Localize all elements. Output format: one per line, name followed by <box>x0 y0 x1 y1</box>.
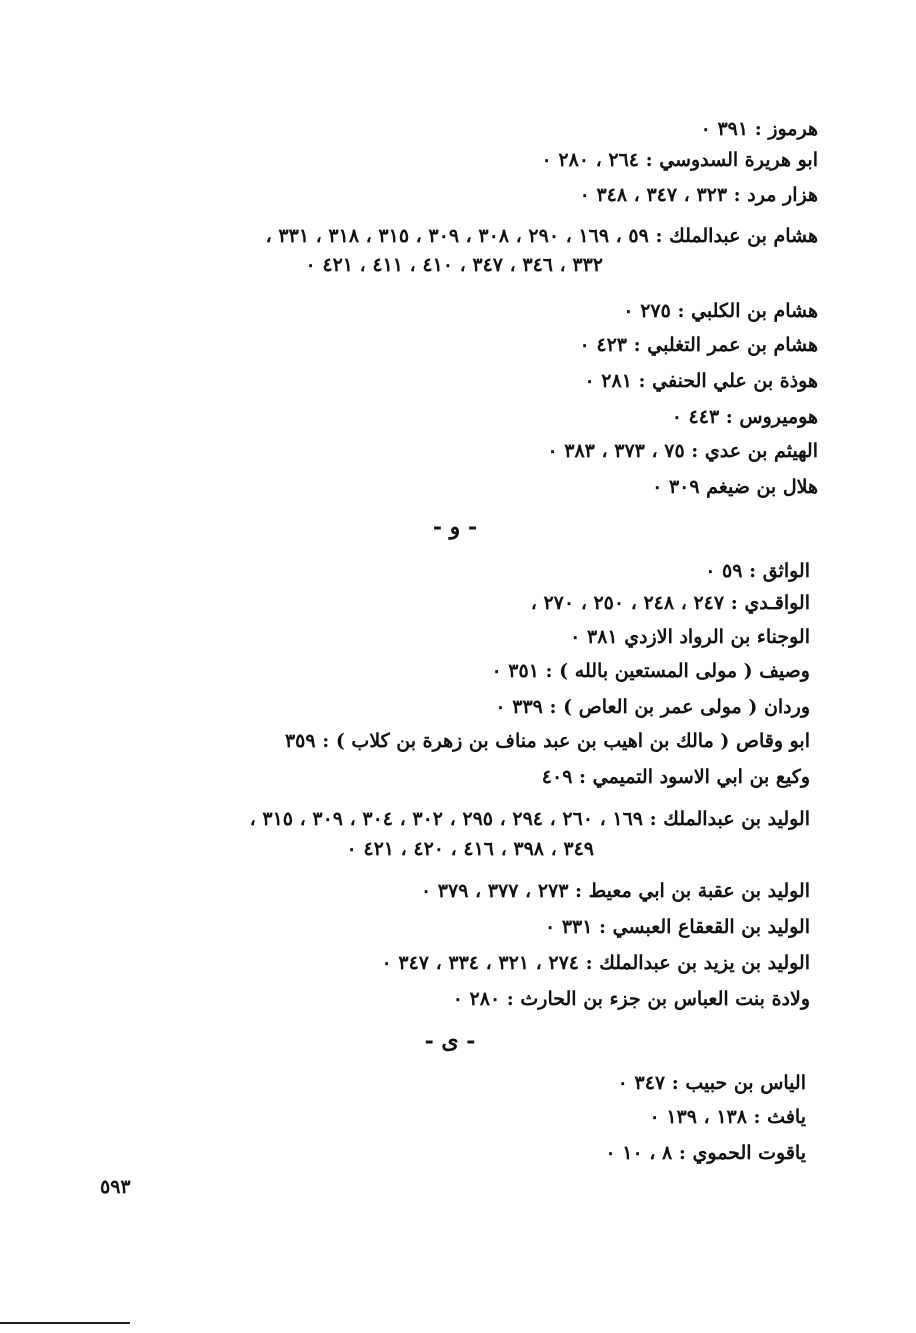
index-entry: الوليد بن عبدالملك : ١٦٩ ، ٢٦٠ ، ٢٩٤ ، ٢٩٥ ، ٣٠٢ ، ٣٠٤ ، ٣٠٩ ، ٣١٥ ، <box>249 808 810 830</box>
index-entry: الياس بن حبيب : ٣٤٧ ٠ <box>617 1072 806 1094</box>
index-entry: هرموز : ٣٩١ ٠ <box>700 118 818 140</box>
index-entry: وردان ( مولى عمر بن العاص ) : ٣٣٩ ٠ <box>495 696 810 718</box>
index-entry: الوليد بن يزيد بن عبدالملك : ٢٧٤ ، ٣٢١ ، ٣٣٤ ، ٣٤٧ ٠ <box>381 952 810 974</box>
bottom-rule <box>0 1322 130 1324</box>
section-heading: - و - <box>432 514 478 540</box>
page-number: ٥٩٣ <box>100 1176 131 1198</box>
index-entry: الوليد بن عقبة بن ابي معيط : ٢٧٣ ، ٣٧٧ ، ٣٧٩ ٠ <box>420 880 810 902</box>
index-entry: هشام بن عمر التغلبي : ٤٢٣ ٠ <box>579 334 818 356</box>
index-entry: ابو وقاص ( مالك بن اهيب بن عبد مناف بن زهرة بن كلاب ) : ٣٥٩ <box>284 730 810 752</box>
index-entry: هشام بن الكلبي : ٢٧٥ ٠ <box>623 300 818 322</box>
index-entry-continuation: ٣٤٩ ، ٣٩٨ ، ٤١٦ ، ٤٢٠ ، ٤٢١ ٠ <box>346 838 594 860</box>
index-entry: ابو هريرة السدوسي : ٢٦٤ ، ٢٨٠ ٠ <box>541 149 818 171</box>
index-entry: الهيثم بن عدي : ٧٥ ، ٣٧٣ ، ٣٨٣ ٠ <box>547 440 818 462</box>
index-entry: وكيع بن ابي الاسود التميمي : ٤٠٩ <box>541 766 810 788</box>
section-heading: - ى - <box>424 1028 476 1054</box>
index-entry: الواثق : ٥٩ ٠ <box>705 560 810 582</box>
index-entry: ولادة بنت العباس بن جزء بن الحارث : ٢٨٠ ٠ <box>452 988 810 1010</box>
index-entry: هوذة بن علي الحنفي : ٢٨١ ٠ <box>584 370 818 392</box>
index-entry: وصيف ( مولى المستعين بالله ) : ٣٥١ ٠ <box>491 660 810 682</box>
index-entry: هشام بن عبدالملك : ٥٩ ، ١٦٩ ، ٢٩٠ ، ٣٠٨ ، ٣٠٩ ، ٣١٥ ، ٣١٨ ، ٣٣١ ، <box>265 225 818 247</box>
index-entry: الواقـدي : ٢٤٧ ، ٢٤٨ ، ٢٥٠ ، ٢٧٠ ، <box>530 592 810 614</box>
index-entry: هزار مرد : ٣٢٣ ، ٣٤٧ ، ٣٤٨ ٠ <box>579 184 818 206</box>
index-entry: هلال بن ضيغم ٣٠٩ ٠ <box>652 476 818 498</box>
index-entry-continuation: ٣٣٢ ، ٣٤٦ ، ٣٤٧ ، ٤١٠ ، ٤١١ ، ٤٢١ ٠ <box>305 254 603 276</box>
index-entry: الوجناء بن الرواد الازدي ٣٨١ ٠ <box>570 626 810 648</box>
index-entry: الوليد بن القعقاع العبسي : ٣٣١ ٠ <box>544 916 810 938</box>
index-entry: هوميروس : ٤٤٣ ٠ <box>671 406 818 428</box>
index-entry: يافث : ١٣٨ ، ١٣٩ ٠ <box>649 1106 806 1128</box>
index-entry: ياقوت الحموي : ٨ ، ١٠ ٠ <box>605 1142 806 1164</box>
